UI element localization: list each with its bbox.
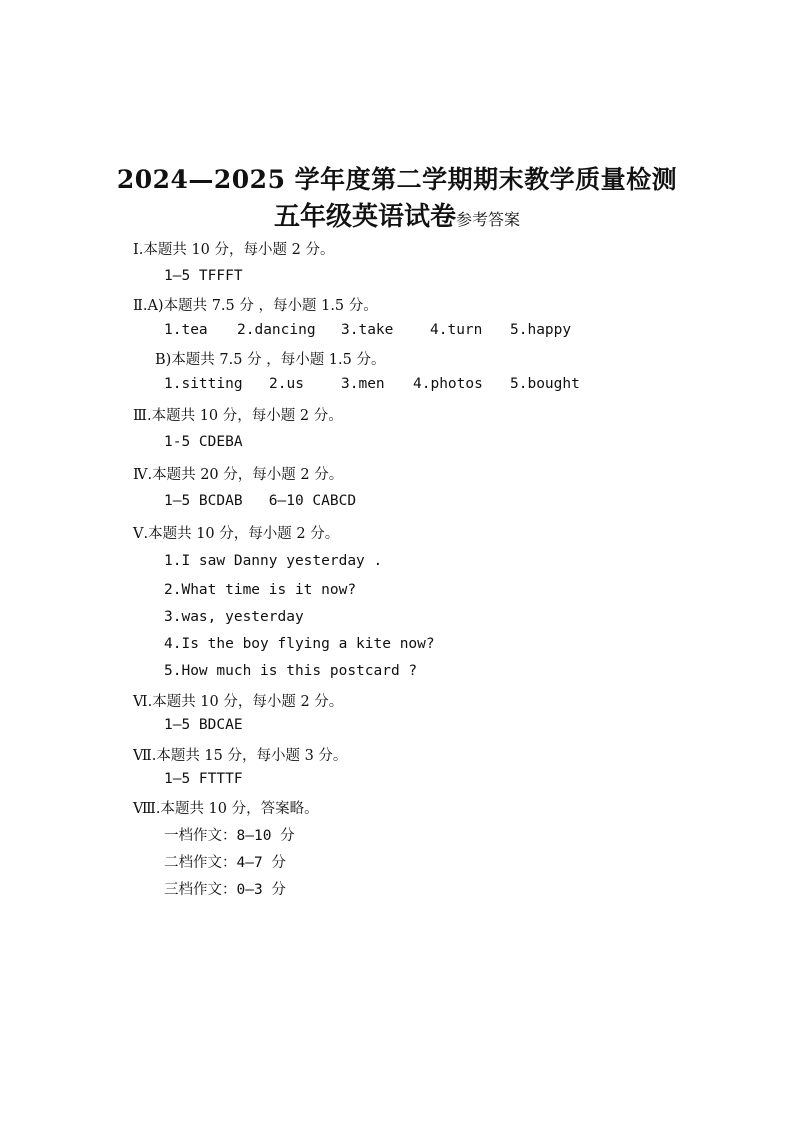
section-7-answers: 1—5 FTTTF <box>164 771 243 787</box>
section-5-answer-4: 4.Is the boy flying a kite now? <box>164 636 435 652</box>
section-5-answer-2: 2.What time is it now? <box>164 582 357 598</box>
answer-item: 3.take <box>341 322 394 338</box>
section-3-heading: Ⅲ.本题共 10 分，每小题 2 分。 <box>133 408 343 424</box>
section-5-answer-1: 1.I saw Danny yesterday . <box>164 553 383 569</box>
section-6-answers: 1—5 BDCAE <box>164 717 243 733</box>
answer-item: 3.men <box>341 376 385 392</box>
section-8-grade-2: 二档作文：4—7 分 <box>164 855 286 871</box>
answer-item: 4.turn <box>430 322 483 338</box>
section-8-grade-3: 三档作文：0—3 分 <box>164 882 286 898</box>
subtitle-main: 五年级英语试卷 <box>273 202 456 232</box>
answer-item: 2.dancing <box>237 322 316 338</box>
section-1-heading: Ⅰ.本题共 10 分，每小题 2 分。 <box>133 242 335 258</box>
section-5-answer-3: 3.was, yesterday <box>164 609 304 625</box>
answer-item: 2.us <box>269 376 304 392</box>
answer-item: 5.bought <box>510 376 580 392</box>
answer-item: 1.sitting <box>164 376 243 392</box>
section-4-answers: 1—5 BCDAB 6—10 CABCD <box>164 493 357 509</box>
exam-title: 2024—2025 学年度第二学期期末教学质量检测 <box>116 165 678 194</box>
section-5-answer-5: 5.How much is this postcard ? <box>164 663 418 679</box>
section-3-answers: 1-5 CDEBA <box>164 434 243 450</box>
section-2b-heading: B)本题共 7.5 分 ，每小题 1.5 分。 <box>155 352 386 368</box>
answer-item: 5.happy <box>510 322 572 338</box>
section-2a-heading: Ⅱ.A)本题共 7.5 分 ，每小题 1.5 分。 <box>133 298 378 314</box>
exam-subtitle <box>0 196 794 233</box>
answer-item: 4.photos <box>413 376 483 392</box>
section-6-heading: Ⅵ.本题共 10 分，每小题 2 分。 <box>133 694 344 710</box>
section-8-grade-1: 一档作文：8—10 分 <box>164 828 295 844</box>
section-7-heading: Ⅶ.本题共 15 分，每小题 3 分。 <box>133 748 348 764</box>
section-8-heading: Ⅷ.本题共 10 分，答案略。 <box>133 801 319 817</box>
answer-item: 1.tea <box>164 322 208 338</box>
section-4-heading: Ⅳ.本题共 20 分，每小题 2 分。 <box>133 467 344 483</box>
section-1-answers: 1—5 TFFFT <box>164 268 243 284</box>
section-5-heading: Ⅴ.本题共 10 分，每小题 2 分。 <box>133 526 340 542</box>
subtitle-suffix: 参考答案 <box>456 210 521 229</box>
